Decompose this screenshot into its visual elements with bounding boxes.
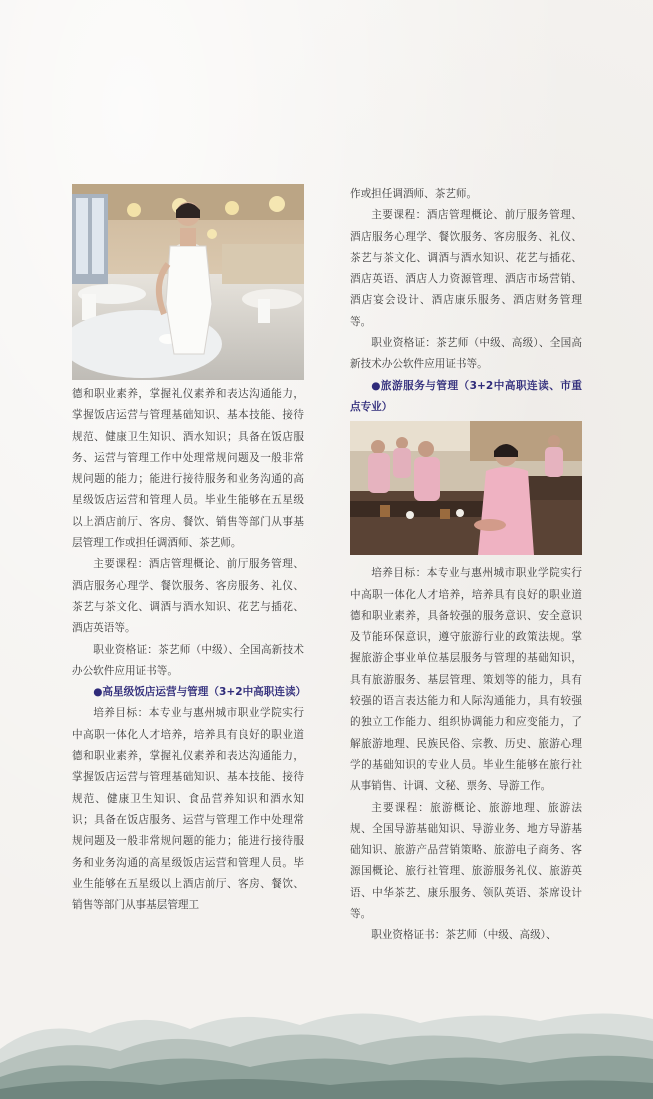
paragraph: 职业资格证书：茶艺师（中级、高级）、 xyxy=(371,929,557,942)
mountain-landscape-decoration xyxy=(0,989,653,1099)
paragraph: 职业资格证：茶艺师（中级）、全国高新技术办公软件应用证书等。 xyxy=(72,643,304,677)
paragraph: 作或担任调酒师、茶艺师。 xyxy=(350,188,478,200)
paragraph: 主要课程：酒店管理概论、前厅服务管理、酒店服务心理学、餐饮服务、客房服务、礼仪、茶艺与茶文化、调酒与酒水知识、花艺与插花、酒店英语等。 xyxy=(72,558,304,635)
tea-ceremony-photo xyxy=(350,421,582,555)
paragraph: 主要课程：旅游概论、旅游地理、旅游法规、全国导游基础知识、导游业务、地方导游基础知识、旅游产品营销策略、旅游电子商务、客源国概论、旅行社管理、旅游服务礼仪、旅游英语、中华茶艺、康乐服务、领队英语、茶席设计等。 xyxy=(350,801,582,921)
paragraph: 职业资格证：茶艺师（中级、高级）、全国高新技术办公软件应用证书等。 xyxy=(350,337,582,371)
right-column xyxy=(350,184,582,947)
hotel-service-photo xyxy=(72,184,304,380)
section-heading: ●高星级饭店运营与管理（3+2中高职连读） xyxy=(93,686,307,699)
paragraph: 培养目标：本专业与惠州城市职业学院实行中高职一体化人才培养，培养具有良好的职业道德和职业素养，掌握礼仪素养和表达沟通能力，掌握饭店运营与管理基础知识、基本技能、接待规范、健康卫生知识、食品营养知识和酒水知识；具备在饭店服务、运营与管理工作中处理常规问题及一般非常规问题的能力；能进行接待服务和业务沟通的高星级饭店运营和管理人员。毕业生能够在五星级以上酒店前厅、客房、餐饮、销售等部门从事基层管理工 xyxy=(72,707,304,912)
paragraph: 主要课程：酒店管理概论、前厅服务管理、酒店服务心理学、餐饮服务、客房服务、礼仪、茶艺与茶文化、调酒与酒水知识、花艺与插花、酒店英语、酒店人力资源管理、酒店市场营销、酒店宴会设计、酒店康乐服务、酒店财务管理等。 xyxy=(350,209,582,328)
paragraph: 德和职业素养，掌握礼仪素养和表达沟通能力，掌握饭店运营与管理基础知识、基本技能、接待规范、健康卫生知识、酒水知识；具备在饭店服务、运营与管理工作中处理常规问题及一般非常规问题的能力；能进行接待服务和业务沟通的高星级饭店运营和管理人员。毕业生能够在五星级以上酒店前厅、客房、餐饮、销售等部门从事基层管理工作或担任调酒师、茶艺师。 xyxy=(72,388,304,550)
section-heading: ●旅游服务与管理（3+2中高职连读、市重点专业） xyxy=(350,379,582,413)
left-column xyxy=(72,184,307,916)
paragraph: 培养目标：本专业与惠州城市职业学院实行中高职一体化人才培养，培养具有良好的职业道德和职业素养，具备较强的服务意识、安全意识及节能环保意识，遵守旅游行业的政策法规。掌握旅游企事业单位基层服务与管理的基础知识，具有旅游服务、基层管理、策划等的能力，具有较强的语言表达能力和人际沟通能力，具有较强的独立工作能力、组织协调能力和应变能力，了解旅游地理、民族民俗、宗教、历史、旅游心理学的基础知识的专业人员。毕业生能够在旅行社从事销售、计调、文秘、票务、导游工作。 xyxy=(350,567,582,793)
